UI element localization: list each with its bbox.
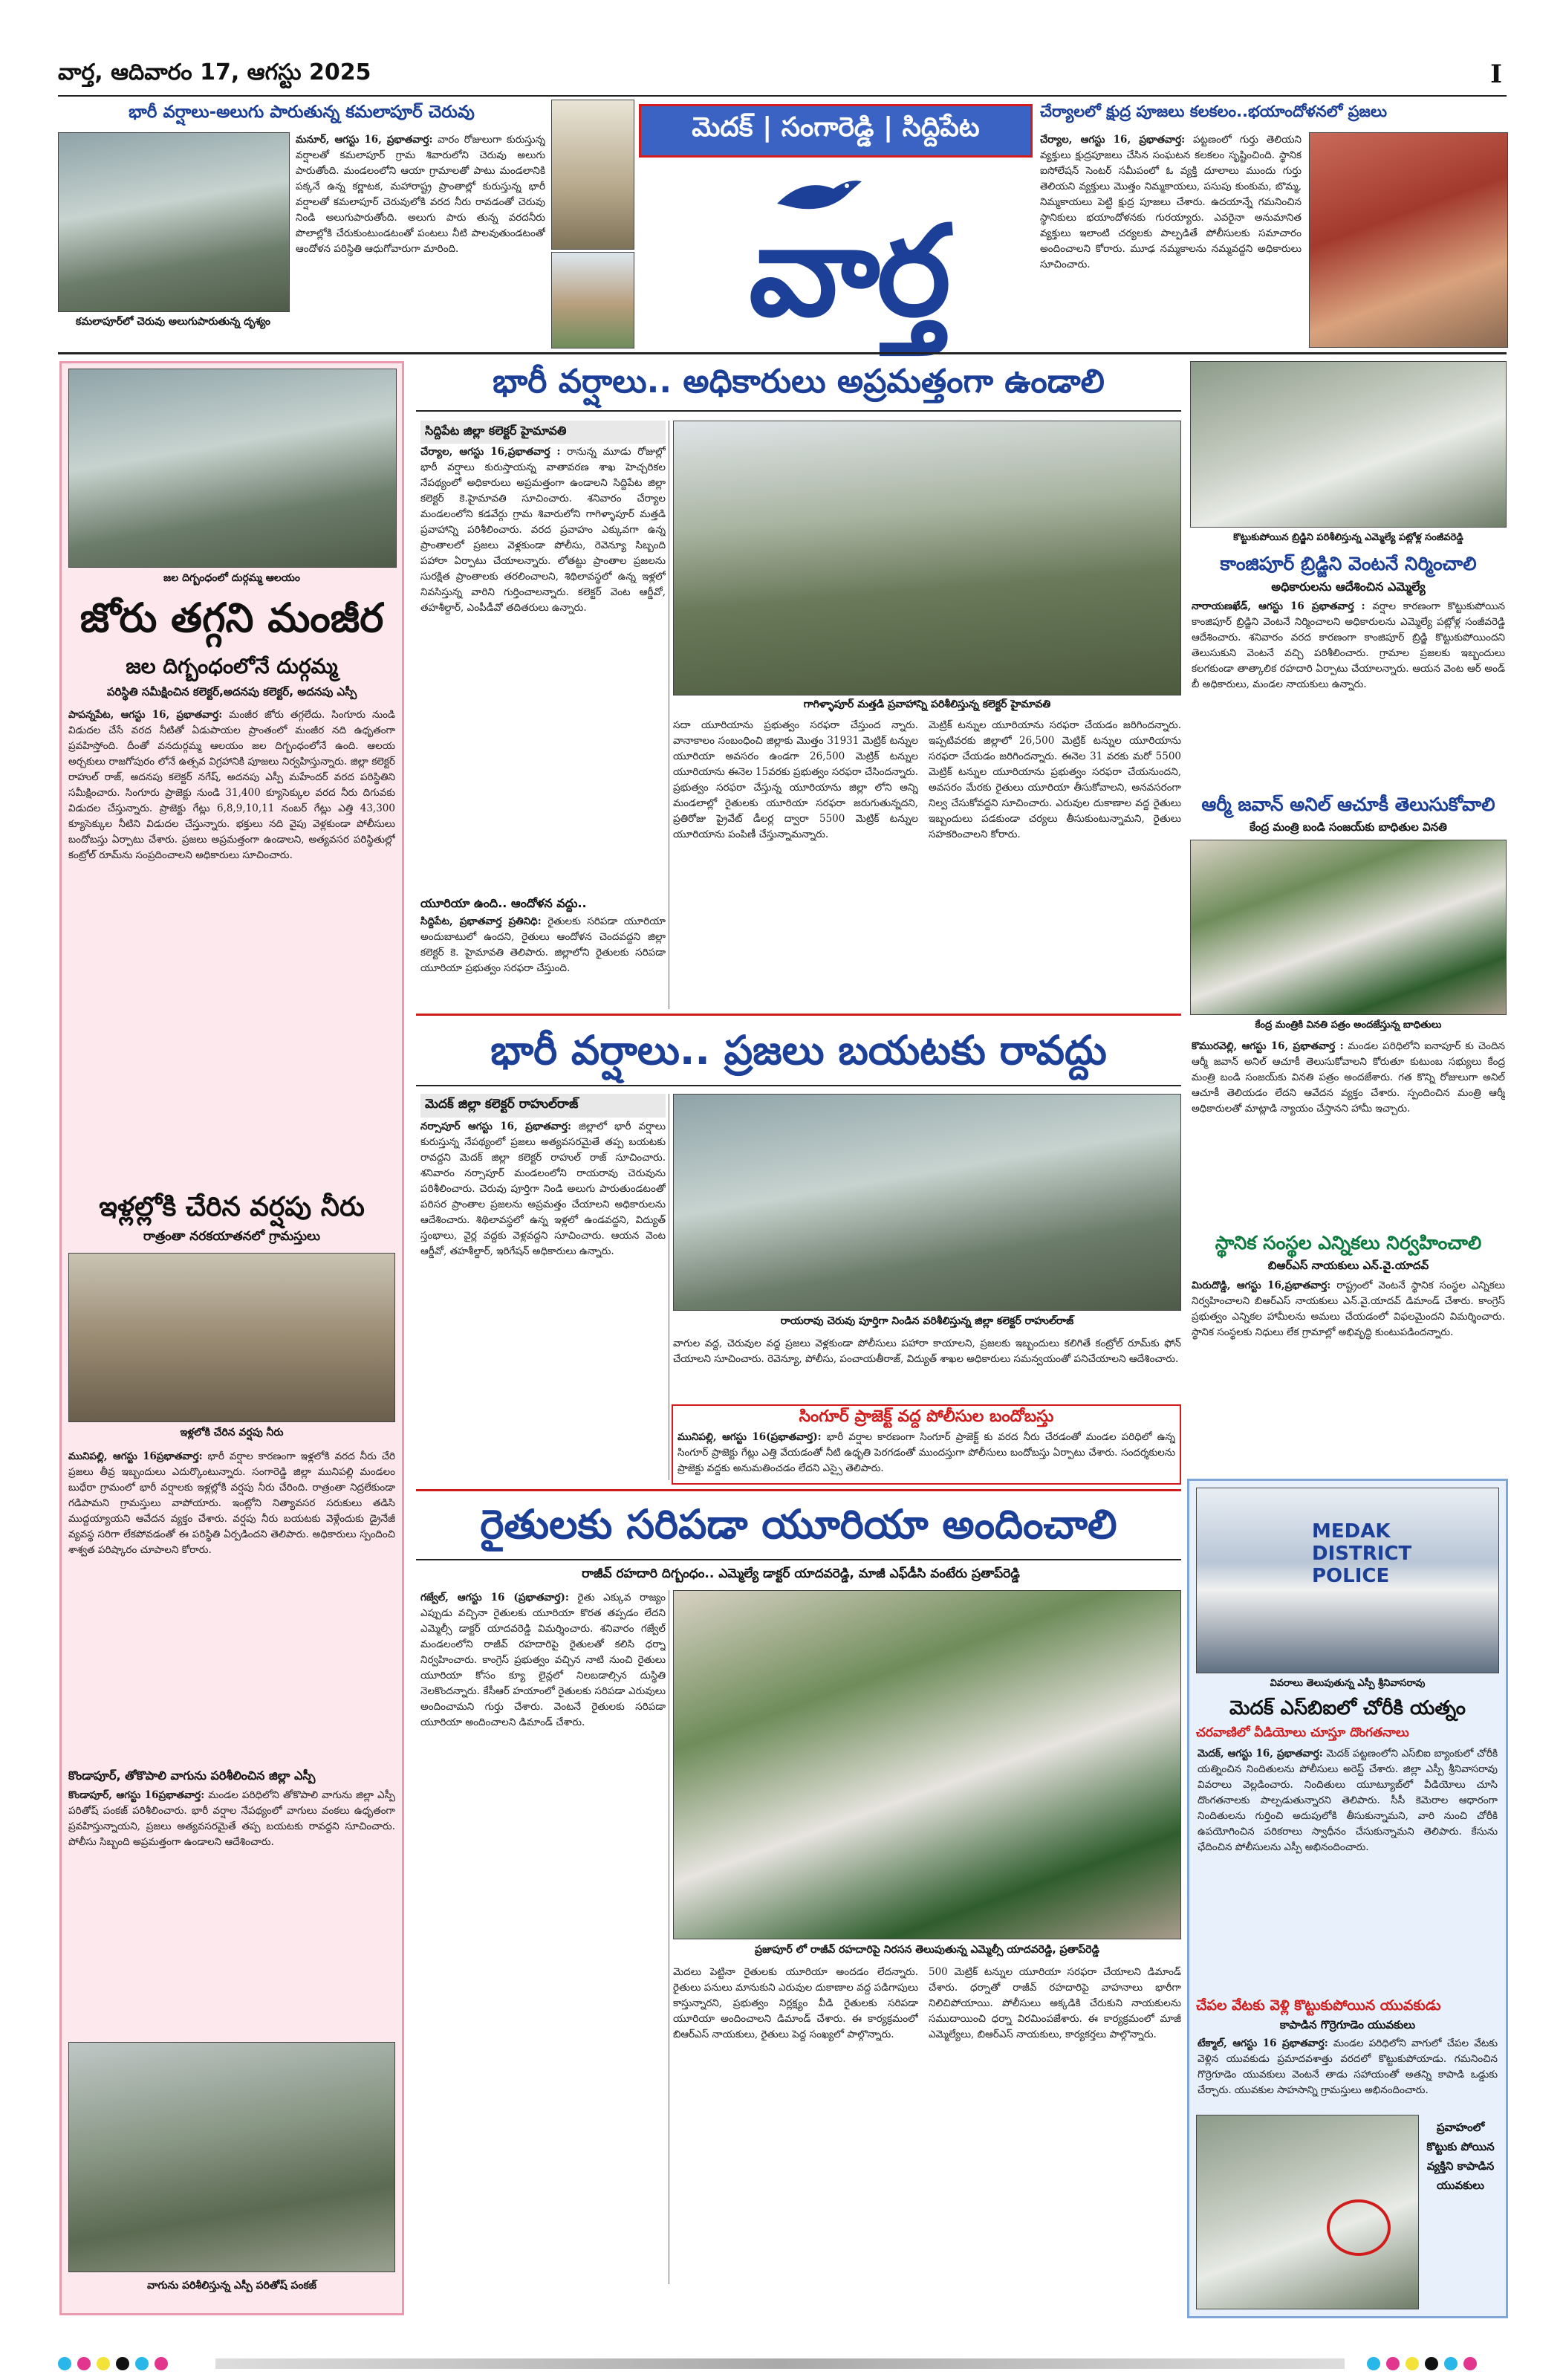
- center-top-headline: భారీ వర్షాలు.. అధికారులు అప్రమత్తంగా ఉండాలి: [493, 363, 1105, 401]
- fishing-subhead: కాపాడిన గొర్రెగూడెం యువకులు: [1279, 2018, 1416, 2032]
- clocktower-photo: [551, 252, 634, 348]
- center-top-bottom-rule: [416, 1014, 1181, 1016]
- manjira-headline: జోరు తగ్గని మంజీర: [79, 594, 384, 641]
- center-bottom-headline-rule: [416, 1559, 1181, 1560]
- rainwater-body: [68, 1449, 395, 1764]
- elections-headline: స్థానిక సంస్థల ఎన్నికలు నిర్వహించాలి: [1215, 1232, 1482, 1254]
- singur-dateline: మునిపల్లి, ఆగస్టు 16(ప్రభాతవార్త):: [677, 1431, 822, 1443]
- sp-photo: [68, 2042, 395, 2272]
- rainwater-photo: [68, 1253, 395, 1422]
- manjira-text: మంజీర జోరు తగ్గలేదు. సింగూరు నుండి విడుదల చేసే వరద నీటితో ఏడుపాయల ప్రాంతంలో మంజీర నది ఉధృతంగా ప్రవహిస్తోంది. దీంతో వనదుర్గమ్మ ఆలయం జల దిగ్బంధంలోనే ఉంది. ఆలయ అర్చకులు రాజగోపురం లోనే ఉత్సవ విగ్రహానికి పూజలు నిర్వహిస్తున్నారు. జిల్లా కలెక్టర్ రాహుల్ రాజ్, అదనపు కలెక్టర్ నగేష్, అదనపు ఎస్పీ మహేందర్ వరద పరిస్థితిని సమీక్షించారు. సింగూరు ప్రాజెక్టు నుండి 31,400 క్యూసెక్కుల వరద నీరు దిగువకు విడుదల చేస్తున్నారు. ప్రాజెక్టు గేట్లు 6,8,9,10,11 నంబర్ గేట్లు ఎత్తి 43,300 క్యూసెక్కుల నీటిని విడుదల చేస్తున్నారు. భక్తులు నది వైపు వెళ్లకుండా పోలీసులు బందోబస్తు ఏర్పాటు చేశారు. ప్రజలు అప్రమత్తంగా ఉండాలని, అత్యవసర పరిస్థితుల్లో కంట్రోల్ రూమ్‌ను సంప్రదించాలని అధికారులు సూచించారు.: [68, 709, 395, 861]
- sp-text: మండల పరిధిలోని తోకొపాలి వాగును జిల్లా ఎస్పీ పరితోష్ పంకజ్ పరిశీలించారు. భారీ వర్షాల నేపథ్యంలో వాగులు వంకలు ఉధృతంగా ప్రవహిస్తున్నాయని, ప్రజలు అత్యవసరమైతే తప్ప బయటకు రావద్దని సూచించారు. పోలీసు సిబ్బంది అప్రమత్తంగా ఉండాలని ఆదేశించారు.: [68, 1789, 395, 1848]
- reg-dot-magenta-2: [155, 2357, 168, 2370]
- reg-dot-cyan-2: [135, 2357, 149, 2370]
- dharna-caption: ప్రజాపూర్ లో రాజీవ్ రహదారిపై నిరసన తెలుపుతున్న ఎమ్మెల్సీ యాదవరెడ్డి, ప్రతాప్‌రెడ్డి: [755, 1944, 1099, 1956]
- center-top-text: రానున్న మూడు రోజుల్లో భారీ వర్షాలు కురుస్తాయన్న వాతావరణ శాఖ హెచ్చరికల నేపథ్యంలో అధికారులు అప్రమత్తంగా ఉండాలని సిద్దిపేట జిల్లా కలెక్టర్ కె.హైమావతి సూచించారు. శనివారం చేర్యాల మండలంలోని కడవేర్గు గ్రామ శివారులోని గాగిళ్ళాపూర్ మత్తడి ప్రవాహాన్ని పరిశీలించారు. వరద ప్రవాహం ఎక్కువగా ఉన్న ప్రాంతాలలో ప్రజలు వెళ్లకుండా పోలీసు, రెవెన్యూ సిబ్బంది పహారా ఏర్పాటు చేయాలన్నారు. లోతట్టు ప్రాంతాల ప్రజలను సురక్షిత ప్రాంతాలకు తరలించాలని, శిథిలావస్థలో ఉన్న ఇళ్లలో నివసిస్తున్న వారిని గుర్తించాలన్నారు. కలెక్టర్ వెంట ఆర్డీవో, తహశీల్దార్, ఎంపీడీవో తదితరులు ఉన్నారు.: [420, 446, 666, 614]
- fishing-body: [1198, 2036, 1498, 2107]
- sbi-text: మెదక్ పట్టణంలోని ఎస్‌బిఐ బ్యాంకులో చోరీకి యత్నించిన నిందితులను పోలీసులు అరెస్ట్ చేశారు. జిల్లా ఎస్పీ శ్రీనివాసరావు వివరాలు వెల్లడించారు. నిందితులు యూట్యూబ్‌లో వీడియోలు చూసి దొంగతనాలకు పాల్పడుతున్నారని తెలిపారు. సీసీ కెమెరాల ఆధారంగా నిందితులను గుర్తించి అదుపులోకి తీసుకున్నామని, వారి నుంచి చోరీకి ఉపయోగించిన పరికరాలు స్వాధీనం చేసుకున్నామని తెలిపారు. కేసును ఛేదించిన పోలీసులను ఎస్పీ అభినందించారు.: [1198, 1748, 1498, 1853]
- singur-text: భారీ వర్షాల కారణంగా సింగూర్ ప్రాజెక్ట్ కు వరద నీరు చేరడంతో మండల పరిధిలో ఉన్న సింగూర్ ప్రాజెక్టు గేట్లు ఎత్తి వేయడంతో నీటి ఉధృతి పెరగడంతో ముందస్తుగా పోలీసులు బందోబస్తు ఏర్పాటు చేశారు. సందర్శకులను ప్రాజెక్టు వద్దకు అనుమతించడం లేదని ఎస్సై తెలిపారు.: [677, 1431, 1175, 1474]
- rainwater-dateline: మునిపల్లి, ఆగస్టు 16ప్రభాతవార్త:: [68, 1450, 203, 1462]
- top-left-photo: [58, 132, 290, 312]
- sp-body: [68, 1788, 395, 2036]
- rescue-highlight-circle: [1327, 2199, 1391, 2256]
- bridge-photo: [1190, 361, 1507, 528]
- sbi-dateline: మెదక్, ఆగస్టు 16, ప్రభాతవార్త:: [1198, 1748, 1323, 1760]
- medak-police-sign: MEDAK DISTRICT POLICE: [1312, 1520, 1412, 1587]
- rainwater-text: భారీ వర్షాల కారణంగా ఇళ్లలోకి వరద నీరు చేరి ప్రజలు తీవ్ర ఇబ్బందులు ఎదుర్కొంటున్నారు. సంగారెడ్డి జిల్లా మునిపల్లి మండలం బుధేరా గ్రామంలో భారీ వర్షాలకు ఇళ్లల్లోకి వర్షపు నీరు చేరింది. రాత్రంతా నిద్రలేకుండా గడిపామని గ్రామస్తులు వాపోయారు. ఇంట్లోని నిత్యావసర సరుకులు తడిసి ముద్దయ్యాయని ఆవేదన వ్యక్తం చేశారు. వర్షపు నీరు బయటకు వెళ్లేందుకు డ్రైనేజీ వ్యవస్థ సరిగా లేకపోవడంతో ఈ పరిస్థితి ఏర్పడిందని తెలిపారు. అధికారులు స్పందించి శాశ్వత పరిష్కారం చూపాలని కోరారు.: [68, 1450, 395, 1556]
- urea-text: రైతులకు సరిపడా యూరియా అందుబాటులో ఉందని, రైతులు ఆందోళన చెందవద్దని జిల్లా కలెక్టర్ కె. హైమావతి తెలిపారు. జిల్లాలోని రైతులకు సరిపడా యూరియా ప్రభుత్వం సరఫరా చేస్తుంది.: [420, 915, 666, 974]
- elections-dateline: మిరుదొడ్డి, ఆగస్టు 16,ప్రభాతవార్త:: [1192, 1280, 1331, 1291]
- rainwater-subhead: రాత్రంతా నరకయాతనలో గ్రామస్తులు: [143, 1229, 320, 1244]
- rainwater-caption: ఇళ్లలోకి చేరిన వర్షపు నీరు: [180, 1427, 284, 1439]
- center-bottom-body: [420, 1590, 666, 2284]
- collector-hymavathi-caption: గాగిళ్ళాపూర్ మత్తడి ప్రవాహాన్ని పరిశీలిస్తున్న కలెక్టర్ హైమావతి: [803, 698, 1051, 710]
- masthead-rule: [58, 352, 1507, 354]
- collector-hymavathi-photo: [673, 421, 1181, 695]
- manjira-subhead: జల దిగ్బంధంలోనే దుర్గమ్మ: [126, 654, 338, 678]
- folio-rule: [58, 95, 1507, 97]
- top-left-body: [296, 132, 545, 337]
- sp-caption: వాగును పరిశీలిస్తున్న ఎస్పీ పరితోష్ పంకజ్: [146, 2280, 317, 2292]
- collector-rahulraj-caption: రాయరావు చెరువు పూర్తిగా నిండిన వరిశీలిస్తున్న జిల్లా కలెక్టర్ రాహుల్‌రాజ్: [780, 1315, 1074, 1327]
- fishing-text: మండల పరిధిలోని వాగులో చేపల వేటకు వెళ్లిన యువకుడు ప్రమాదవశాత్తు వరదలో కొట్టుకుపోయాడు. గమనించిన గొర్రెగూడెం యువకులు వెంటనే తాడు సహాయంతో అతన్ని కాపాడి ఒడ్డుకు చేర్చారు. యువకుల సాహసాన్ని గ్రామస్తులు అభినందించారు.: [1198, 2037, 1498, 2096]
- center-mid-dateline: నర్సాపూర్ ఆగస్టు 16, ప్రభాతవార్త:: [420, 1121, 571, 1132]
- center-bottom-kicker: రాజీవ్ రహదారి దిగ్బంధం.. ఎమ్మెల్యే డాక్టర్ యాదవరెడ్డి, మాజీ ఎఫ్‌డీసి వంటేరు ప్రతాప్‌రెడ్డి: [582, 1566, 1020, 1581]
- urea-body: [420, 914, 666, 1009]
- reg-dot-yellow-2: [1406, 2357, 1419, 2370]
- sp-press-caption: వివరాలు తెలుపుతున్న ఎస్పీ శ్రీనివాసరావు: [1270, 1678, 1426, 1689]
- top-right-text: పట్టణంలో గుర్తు తెలియని వ్యక్తులు క్షుద్రపూజలు చేసిన సంఘటన కలకలం సృష్టించింది. స్థానిక ఐసోలేషన్ సెంటర్ సమీపంలో ఓ వ్యక్తి దూలాలు ముందు గుర్తు తెలియని వ్యక్తులు మొత్తం నిమ్మకాయలు, పసుపు కుంకుమ, బొమ్మ, నిమ్మకాయలు పెట్టి క్షుద్ర పూజలు చేశారు. ఉదయాన్నే గమనించిన స్థానికులు భయాందోళనకు గురయ్యారు. ఎవరైనా అనుమానిత వ్యక్తులు ఇలాంటి చర్యలకు పాల్పడితే పోలీసులకు సమాచారం అందించాలని కోరారు. మూఢ నమ్మకాలను నమ్మవద్దని అధికారులు సూచించారు.: [1040, 134, 1302, 270]
- temple-flood-caption: జల దిగ్బంధంలో దుర్గమ్మ ఆలయం: [163, 572, 300, 584]
- temple-flood-photo: [68, 369, 397, 568]
- center-bottom-headline: రైతులకు సరిపడా యూరియా అందించాలి: [480, 1501, 1117, 1548]
- center-bottom-body2: మెదలు పెట్టినా రైతులకు యూరియా అందడం లేదన్నారు. రైతులు పనులు మానుకుని ఎరువుల దుకాణాల వద్ద పడిగాపులు కాస్తున్నారని, ప్రభుత్వం నిర్లక్ష్యం వీడి రైతులకు సరిపడా యూరియా అందించాలని డిమాండ్ చేశారు. ఈ కార్యక్రమంలో బిఆర్ఎస్ నాయకులు, రైతులు పెద్ద సంఖ్యలో పాల్గొన్నారు.: [673, 1966, 918, 2040]
- manjira-dateline: పాపన్నపేట, ఆగస్టు 16, ప్రభాతవార్త:: [68, 709, 223, 721]
- urea-subhead: యూరియా ఉంది.. ఆందోళన వద్దు..: [420, 896, 587, 910]
- center-mid-body: [420, 1119, 666, 1483]
- masthead-block: [551, 100, 1034, 349]
- singur-headline: సింగూర్ ప్రాజెక్ట్ వద్ద పోలీసుల బందోబస్తు: [799, 1407, 1054, 1426]
- folio-line: [58, 59, 1507, 95]
- fishing-headline: చేపల వేటకు వెళ్లి కొట్టుకుపోయిన యువకుడు: [1196, 1997, 1441, 2014]
- district-band: [639, 104, 1033, 158]
- top-left-dateline: మనూర్, ఆగస్టు 16, ప్రభాతవార్త:: [296, 134, 433, 146]
- center-top-dateline: చేర్యాల, ఆగస్టు 16,ప్రభాతవార్త :: [420, 446, 561, 458]
- sbi-body: [1198, 1746, 1498, 1993]
- elections-text: రాష్ట్రంలో వెంటనే స్థానిక సంస్థల ఎన్నికలు నిర్వహించాలని బిఆర్ఎస్ నాయకులు ఎన్.వై.యాదవ్ డిమాండ్ చేశారు. కాంగ్రెస్ ప్రభుత్వం ఎన్నికల హామీలను అమలు చేయడంలో విఫలమైందని విమర్శించారు. స్థానిక సంస్థలకు నిధులు లేక గ్రామాల్లో అభివృద్ధి కుంటుపడిందన్నారు.: [1192, 1280, 1505, 1338]
- center-mid-body2: వాగుల వద్ద, చెరువుల వద్ద ప్రజలు వెళ్లకుండా పోలీసులు పహారా కాయాలని, ప్రజలకు ఇబ్బందులు కలిగితే కంట్రోల్ రూమ్‌కు ఫోన్ చేయాలని సూచించారు. రెవెన్యూ, పోలీసు, పంచాయతీరాజ్, విద్యుత్ శాఖల అధికారులు సమన్వయంతో పనిచేయాలని ఆదేశించారు.: [673, 1337, 1181, 1365]
- collector-rahulraj-photo: [673, 1094, 1181, 1311]
- top-right-story: [1040, 103, 1507, 348]
- jawan-subhead: కేంద్ర మంత్రి బండి సంజయ్‌కు బాధితుల వినతి: [1250, 820, 1447, 834]
- top-right-headline: చేర్యాలలో క్షుద్ర పూజలు కలకలం..భయాందోళనలో ప్రజలు: [1040, 103, 1388, 120]
- reg-dot-magenta: [77, 2357, 91, 2370]
- center-bottom-text: రైతు ఎక్కువ రాజ్యం ఎప్పుడు వచ్చినా రైతులకు యూరియా కొరత తప్పడం లేదని ఎమ్మెల్సీ డాక్టర్ యాదవరెడ్డి విమర్శించారు. శనివారం గజ్వేల్ మండలంలోని రాజీవ్ రహదారిపై రైతులతో కలిసి ధర్నా నిర్వహించారు. కాంగ్రెస్ ప్రభుత్వం వచ్చిన నాటి నుంచి రైతులు యూరియా కోసం క్యూ లైన్లలో నిలబడాల్సిన దుస్థితి నెలకొందన్నారు. కేసీఆర్ హయాంలో రైతులకు సరిపడా ఎరువులు అందించామని గుర్తు చేశారు. వెంటనే రైతులకు సరిపడా యూరియా అందించాలని డిమాండ్ చేశారు.: [420, 1592, 666, 1728]
- bridge-headline: కాంజిపూర్ బ్రిడ్జిని వెంటనే నిర్మించాలి: [1220, 553, 1477, 574]
- reg-dot-black-2: [1425, 2357, 1438, 2370]
- district-names: మెదక్ | సంగారెడ్డి | సిద్దిపేట: [692, 112, 980, 143]
- center-mid-kicker: మెదక్ జిల్లా కలెక్టర్ రాహుల్‌రాజ్: [420, 1094, 666, 1118]
- top-left-headline: భారీ వర్షాలు-అలుగు పారుతున్న కమలాపూర్ చెరువు: [129, 103, 475, 122]
- jawan-text: మండల పరిధిలోని ఐనాపూర్ కు చెందిన ఆర్మీ జవాన్ అనిల్ ఆచూకీ తెలుసుకోవాలని కోరుతూ కుటుంబ సభ్యులు కేంద్ర మంత్రి బండి సంజయ్‌కు వినతి పత్రం అందజేశారు. గత కొన్ని రోజులుగా అనిల్ ఆచూకీ తెలియడం లేదని ఆవేదన వ్యక్తం చేశారు. స్పందించిన మంత్రి ఆర్మీ అధికారులతో మాట్లాడి న్యాయం చేస్తానని హామీ ఇచ్చారు.: [1192, 1040, 1505, 1115]
- bridge-dateline: నారాయణఖేడ్, ఆగస్టు 16 ప్రభాతవార్త :: [1192, 600, 1365, 612]
- manjira-body: [68, 707, 395, 1186]
- top-right-photo: [1309, 132, 1508, 348]
- center-bottom-dateline: గజ్వేల్, ఆగస్టు 16 (ప్రభాతవార్త):: [420, 1592, 569, 1604]
- reg-dot-cyan-3: [1367, 2357, 1380, 2370]
- top-left-caption: కమలాపూర్‌లో చెరువు అలుగుపారుతున్న దృశ్యం: [76, 316, 270, 328]
- reg-dot-yellow: [97, 2357, 110, 2370]
- jawan-caption: కేంద్ర మంత్రికి వినతి పత్రం అందజేస్తున్న బాధితులు: [1255, 1019, 1442, 1031]
- elections-body: [1192, 1278, 1505, 1473]
- fishing-dateline: టేక్మాల్, ఆగస్టు 16 ప్రభాతవార్త:: [1198, 2037, 1328, 2049]
- center-top-headline-rule: [416, 410, 1181, 412]
- sbi-subhead: చరవాణిలో వీడియోలు చూస్తూ దొంగతనాలు: [1196, 1725, 1409, 1740]
- top-right-dateline: చేర్యాల, ఆగస్టు 16, ప్రభాతవార్త:: [1040, 134, 1186, 146]
- center-top-kicker: సిద్దిపేట జిల్లా కలెక్టర్ హైమావతి: [420, 421, 666, 444]
- top-right-body: [1040, 132, 1302, 346]
- sbi-headline: మెదక్ ఎస్‌బిఐలో చోరీకి యత్నం: [1229, 1697, 1466, 1719]
- top-left-story: [58, 103, 545, 348]
- dharna-photo: [673, 1590, 1181, 1939]
- rescue-caption: ప్రవాహంలో కొట్టుకు పోయిన వ్యక్తిని కాపాడిన యువకులు: [1426, 2121, 1495, 2192]
- sp-kicker: కొండాపూర్, తోకొపాలి వాగును పరిశీలించిన జిల్లా ఎస్పీ: [68, 1768, 316, 1783]
- center-mid-text: జిల్లాలో భారీ వర్షాలు కురుస్తున్న నేపథ్యంలో ప్రజలు అత్యవసరమైతే తప్ప బయటకు రావద్దని మెదక్ జిల్లా కలెక్టర్ రాహుల్ రాజ్ సూచించారు. శనివారం నర్సాపూర్ మండలంలోని రాయరావు చెరువును పరిశీలించారు. చెరువు పూర్తిగా నిండి అలుగు పారుతుండటంతో పరిసర ప్రాంతాల ప్రజలను అప్రమత్తం చేయాలని అధికారులను ఆదేశించారు. శిథిలావస్థలో ఉన్న ఇళ్లలో ఉండవద్దని, విద్యుత్ స్తంభాలు, వైర్ల వద్దకు వెళ్లవద్దని సూచించారు. ఆయన వెంట ఆర్డీవో, తహశీల్దార్, ఇరిగేషన్ అధికారులు ఉన్నారు.: [420, 1121, 666, 1257]
- center-top-body: [420, 444, 666, 893]
- footer-bar: [215, 2358, 1345, 2369]
- jawan-headline: ఆర్మీ జవాన్ అనిల్ ఆచూకీ తెలుసుకోవాలి: [1201, 794, 1495, 815]
- page-number: I: [1490, 59, 1502, 89]
- reg-dot-cyan-4: [1444, 2357, 1458, 2370]
- temple-photo: [551, 100, 634, 250]
- bridge-text: వర్షాల కారణంగా కొట్టుకుపోయిన కాంజిపూర్ బ్రిడ్జిని వెంటనే నిర్మించాలని అధికారులను ఎమ్మెల్యే పట్లోళ్ల సంజీవరెడ్డి ఆదేశించారు. శనివారం వరద కారణంగా కాంజిపూర్ బ్రిడ్జి కొట్టుకుపోయిందని తెలుసుకుని వెంటనే వచ్చి పరిశీలించారు. గ్రామాల ప్రజలకు ఇబ్బందులు కలగకుండా తాత్కాలిక రహదారి ఏర్పాటు చేయాలన్నారు. ఆయన వెంట ఆర్ అండ్ బీ అధికారులు, మండల నాయకులు ఉన్నారు.: [1192, 600, 1505, 690]
- center-mid-bottom-rule: [416, 1489, 1181, 1491]
- manjira-kicker: పరిస్థితి సమీక్షించిన కలెక్టర్,అదనపు కలెక్టర్, అదనపు ఎస్పీ: [106, 685, 357, 698]
- singur-body: [677, 1430, 1175, 1482]
- elections-subhead: బిఆర్ఎస్ నాయకులు ఎన్.వై.యాదవ్: [1267, 1259, 1429, 1272]
- jawan-photo: [1190, 840, 1507, 1015]
- sp-dateline: కొండాపూర్, ఆగస్టు 16ప్రభాతవార్త:: [68, 1789, 205, 1801]
- center-top-body4: మెట్రిక్ టన్నుల యూరియాను సరఫరా చేయడం జరిగిందన్నారు. ఇప్పటివరకు జిల్లాలో 26,500 మెట్రిక్ టన్నుల యూరియాను సరఫరా చేయడం జరిగిందన్నారు. ఈనెల 31 వరకు మరో 5500 మెట్రిక్ టన్నుల యూరియాను ప్రభుత్వం సరఫరా చేయనుందని, అవసరం మేరకు రైతులు యూరియా తీసుకోవాలని, అనవసరంగా నిల్వ చేసుకోవద్దని సూచించారు. ఎరువుల దుకాణాల వద్ద రైతులు ఇబ్బందులు పడకుండా చర్యలు తీసుకుంటున్నామని, రైతులు సహకరించాలని కోరారు.: [929, 719, 1181, 840]
- folio-date: వార్త, ఆదివారం 17, ఆగస్టు 2025: [58, 59, 371, 85]
- bridge-body: [1192, 599, 1505, 786]
- jawan-body: [1192, 1039, 1505, 1226]
- jawan-dateline: కొమురవెల్లి, ఆగస్టు 16, ప్రభాతవార్త :: [1192, 1040, 1344, 1052]
- center-mid-headline-rule: [416, 1085, 1181, 1086]
- logo-wordmark: వార్త: [749, 197, 948, 344]
- center-top-body3: సదా యూరియాను ప్రభుత్వం సరఫరా చేస్తుంద న్నారు. వానాకాలం సంబంధించి జిల్లాకు మొత్తం 31931 మెట్రిక్ టన్నుల యూరియా అవసరం ఉండగా 26,500 మెట్రిక్ టన్నుల యూరియాను ఈనెల 15వరకు ప్రభుత్వం సరఫరా చేసిందన్నారు. ప్రభుత్వం సరఫరా చేస్తున్న యూరియాను జిల్లా లోని అన్ని మండలాల్లో రైతులకు యూరియా సరఫరా జరుగుతున్నదని, ప్రతిరోజు ప్రైవేట్ డీలర్ల ద్వారా 5500 మెట్రిక్ టన్నుల యూరియాను పంపిణీ చేస్తున్నామన్నారు.: [673, 719, 918, 840]
- bridge-caption: కొట్టుకుపోయిన బ్రిడ్జిని పరిశీలిస్తున్న ఎమ్మెల్యే పట్లోళ్ల సంజీవరెడ్డి: [1233, 532, 1463, 543]
- center-mid-headline: భారీ వర్షాలు.. ప్రజలు బయటకు రావద్దు: [490, 1027, 1107, 1074]
- top-left-text: వారం రోజులుగా కురుస్తున్న వర్షాలతో కమలాపూర్ గ్రామ శివారులోని చెరువు అలుగు పారుతోంది. మండలంలోని ఆయా గ్రామాలతో పాటు మండలానికి పక్కనే ఉన్న కర్ణాటక, మహారాష్ట్ర ప్రాంతాల్లో కురుస్తున్న భారీ వర్షాలతో కమలాపూర్ చెరువులోకి వరద నీరు రావడంతో చెరువు నిండి అలుగుపారుతోంది. అలుగు పారు తున్న వరదనీరు పొలాల్లోకి చేరుకుంటుండటంతో పంటలు నీటి పాలవుతుండటంతో ఆందోళన పరిస్థితి ఆధుగోవారుగా మారింది.: [296, 134, 545, 255]
- reg-dot-cyan: [58, 2357, 71, 2370]
- reg-dot-black: [116, 2357, 129, 2370]
- urea-dateline: సిద్దిపేట, ప్రభాతవార్త ప్రతినిధి:: [420, 915, 542, 927]
- bridge-subhead: అధికారులను ఆదేశించిన ఎమ్మెల్యే: [1271, 580, 1426, 594]
- rainwater-headline: ఇళ్లల్లోకి చేరిన వర్షపు నీరు: [99, 1192, 365, 1222]
- reg-dot-magenta-4: [1463, 2357, 1477, 2370]
- center-bottom-body3: 500 మెట్రిక్ టన్నుల యూరియా సరఫరా చేయాలని డిమాండ్ చేశారు. ధర్నాతో రాజీవ్ రహదారిపై వాహనాలు భారీగా నిలిచిపోయాయి. పోలీసులు అక్కడికి చేరుకుని నాయకులను సముదాయించి ధర్నా విరమింపజేశారు. ఈ కార్యక్రమంలో మాజీ ఎమ్మెల్యేలు, బిఆర్ఎస్ నాయకులు, కార్యకర్తలు పాల్గొన్నారు.: [929, 1966, 1181, 2040]
- reg-dot-magenta-3: [1386, 2357, 1400, 2370]
